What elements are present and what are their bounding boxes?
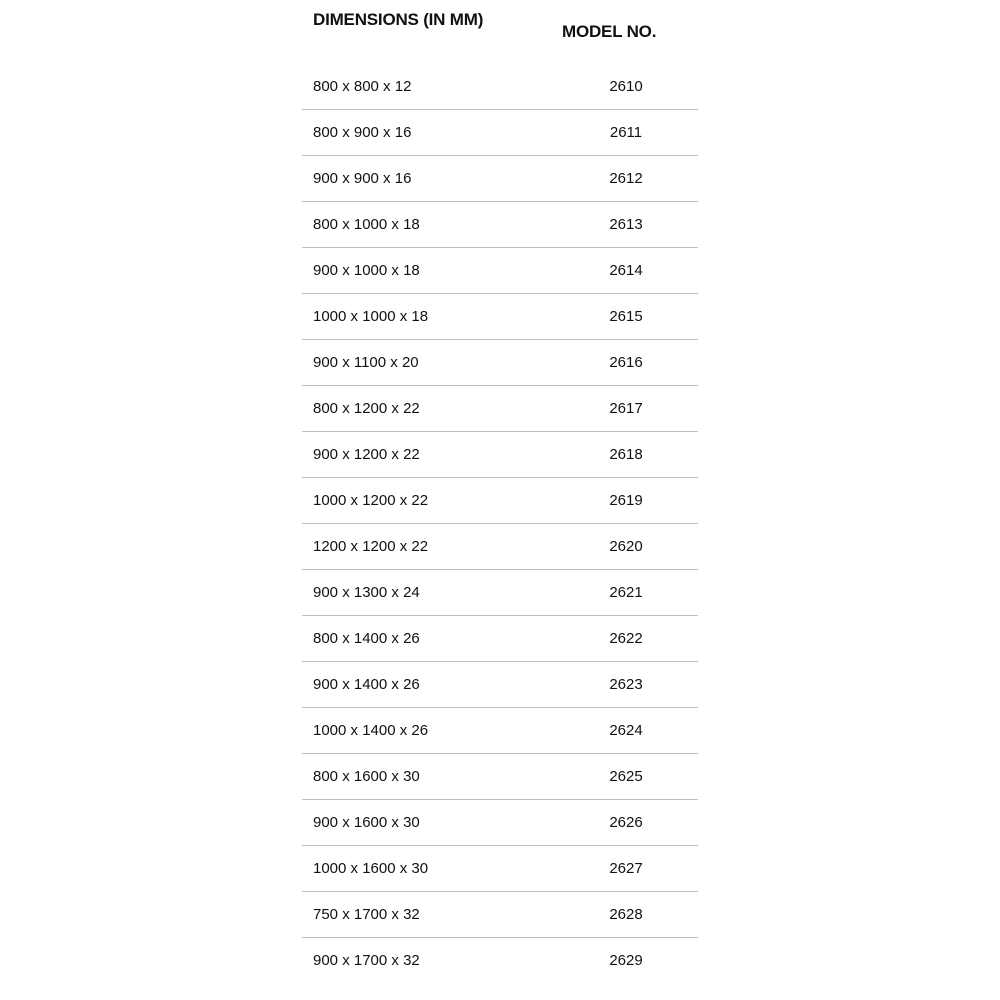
table-row bbox=[302, 892, 698, 938]
cell-model-number: 2621 bbox=[609, 584, 643, 601]
table-row bbox=[302, 662, 698, 708]
cell-dimensions: 900 x 1300 x 24 bbox=[313, 584, 420, 601]
column-header-dimensions: DIMENSIONS (IN MM) bbox=[313, 10, 484, 29]
cell-dimensions: 800 x 900 x 16 bbox=[313, 124, 412, 141]
cell-model-number: 2611 bbox=[609, 124, 643, 141]
cell-model-number: 2620 bbox=[609, 538, 643, 555]
cell-dimensions: 800 x 1200 x 22 bbox=[313, 400, 420, 417]
spec-table bbox=[302, 0, 698, 983]
cell-model-number: 2623 bbox=[609, 676, 643, 693]
cell-model-number: 2624 bbox=[609, 722, 643, 739]
cell-dimensions: 900 x 1100 x 20 bbox=[313, 354, 419, 371]
cell-model-number: 2618 bbox=[609, 446, 643, 463]
table-row bbox=[302, 570, 698, 616]
cell-model-number: 2610 bbox=[609, 78, 643, 95]
table-row bbox=[302, 938, 698, 983]
cell-model-number: 2617 bbox=[609, 400, 643, 417]
cell-model-number: 2627 bbox=[609, 860, 643, 877]
cell-model-number: 2626 bbox=[609, 814, 643, 831]
column-header-model: MODEL NO. bbox=[562, 22, 657, 41]
table-row bbox=[302, 110, 698, 156]
table-row bbox=[302, 340, 698, 386]
cell-dimensions: 900 x 1700 x 32 bbox=[313, 952, 420, 969]
cell-dimensions: 800 x 800 x 12 bbox=[313, 78, 412, 95]
cell-model-number: 2613 bbox=[609, 216, 643, 233]
cell-dimensions: 800 x 1000 x 18 bbox=[313, 216, 420, 233]
table-row bbox=[302, 294, 698, 340]
cell-model-number: 2628 bbox=[609, 906, 643, 923]
table-row bbox=[302, 524, 698, 570]
table-row bbox=[302, 478, 698, 524]
table-row bbox=[302, 846, 698, 892]
cell-dimensions: 900 x 1600 x 30 bbox=[313, 814, 420, 831]
table-row bbox=[302, 616, 698, 662]
cell-model-number: 2622 bbox=[609, 630, 643, 647]
table-row bbox=[302, 432, 698, 478]
table-row bbox=[302, 754, 698, 800]
table-row bbox=[302, 386, 698, 432]
cell-dimensions: 1200 x 1200 x 22 bbox=[313, 538, 429, 555]
cell-dimensions: 900 x 1200 x 22 bbox=[313, 446, 420, 463]
cell-dimensions: 1000 x 1200 x 22 bbox=[313, 492, 429, 509]
table-row bbox=[302, 708, 698, 754]
cell-dimensions: 1000 x 1600 x 30 bbox=[313, 860, 429, 877]
cell-dimensions: 800 x 1600 x 30 bbox=[313, 768, 420, 785]
cell-model-number: 2614 bbox=[609, 262, 643, 279]
cell-model-number: 2629 bbox=[609, 952, 643, 969]
table-row bbox=[302, 248, 698, 294]
cell-model-number: 2612 bbox=[609, 170, 643, 187]
cell-model-number: 2619 bbox=[609, 492, 643, 509]
table-row bbox=[302, 64, 698, 110]
table-row bbox=[302, 202, 698, 248]
cell-dimensions: 900 x 900 x 16 bbox=[313, 170, 412, 187]
cell-dimensions: 1000 x 1400 x 26 bbox=[313, 722, 429, 739]
table-row bbox=[302, 800, 698, 846]
cell-model-number: 2625 bbox=[609, 768, 643, 785]
cell-dimensions: 800 x 1400 x 26 bbox=[313, 630, 420, 647]
cell-dimensions: 900 x 1400 x 26 bbox=[313, 676, 420, 693]
cell-dimensions: 1000 x 1000 x 18 bbox=[313, 308, 429, 325]
cell-model-number: 2615 bbox=[609, 308, 643, 325]
table-row bbox=[302, 156, 698, 202]
cell-dimensions: 750 x 1700 x 32 bbox=[313, 906, 420, 923]
table-body bbox=[302, 64, 698, 983]
table-header-row bbox=[302, 0, 698, 64]
cell-model-number: 2616 bbox=[609, 354, 643, 371]
cell-dimensions: 900 x 1000 x 18 bbox=[313, 262, 420, 279]
